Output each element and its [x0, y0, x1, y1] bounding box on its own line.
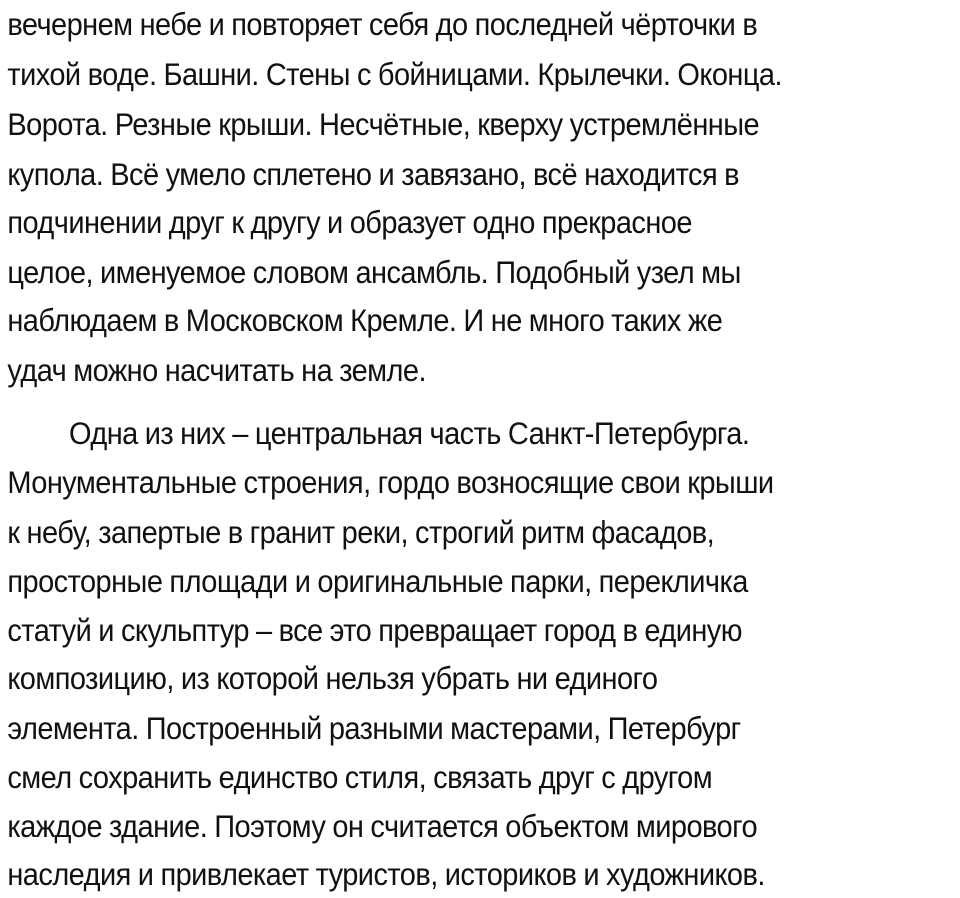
paragraph-1-line-1: вечернем небе и повторяет себя до последней чёрточки в — [7, 6, 758, 42]
paragraph-2-line-5: статуй и скульптур – все это превращает город в единую — [7, 612, 742, 648]
paragraph-2-line-9: каждое здание. Поэтому он считается объектом мирового — [7, 808, 758, 844]
paragraph-1-line-5: подчинении друг к другу и образует одно прекрасное — [7, 204, 692, 240]
paragraph-2-line-6: композицию, из которой нельзя убрать ни единого — [7, 660, 658, 696]
paragraph-2-line-2: Монументальные строения, гордо возносящие свои крыши — [7, 464, 774, 500]
paragraph-1-line-8: удач можно насчитать на земле. — [7, 352, 426, 388]
paragraph-1-line-7: наблюдаем в Московском Кремле. И не много таких же — [7, 302, 723, 338]
paragraph-1-line-6: целое, именуемое словом ансамбль. Подобный узел мы — [7, 254, 741, 290]
paragraph-1-line-2: тихой воде. Башни. Стены с бойницами. Крылечки. Оконца. — [7, 56, 782, 92]
paragraph-2-line-3: к небу, запертые в гранит реки, строгий ритм фасадов, — [7, 514, 715, 550]
paragraph-1-line-4: купола. Всё умело сплетено и завязано, всё находится в — [7, 156, 740, 192]
paragraph-1-line-3: Ворота. Резные крыши. Несчётные, кверху устремлённые — [7, 106, 760, 142]
paragraph-2-line-7: элемента. Построенный разными мастерами, Петербург — [7, 710, 741, 746]
paragraph-2-line-1: Одна из них – центральная часть Санкт-Петербурга. — [69, 415, 750, 451]
paragraph-2-line-4: просторные площади и оригинальные парки, перекличка — [7, 563, 748, 599]
paragraph-2-line-8: смел сохранить единство стиля, связать друг с другом — [7, 759, 713, 795]
paragraph-2-line-10: наследия и привлекает туристов, историков и художников. — [7, 856, 765, 892]
